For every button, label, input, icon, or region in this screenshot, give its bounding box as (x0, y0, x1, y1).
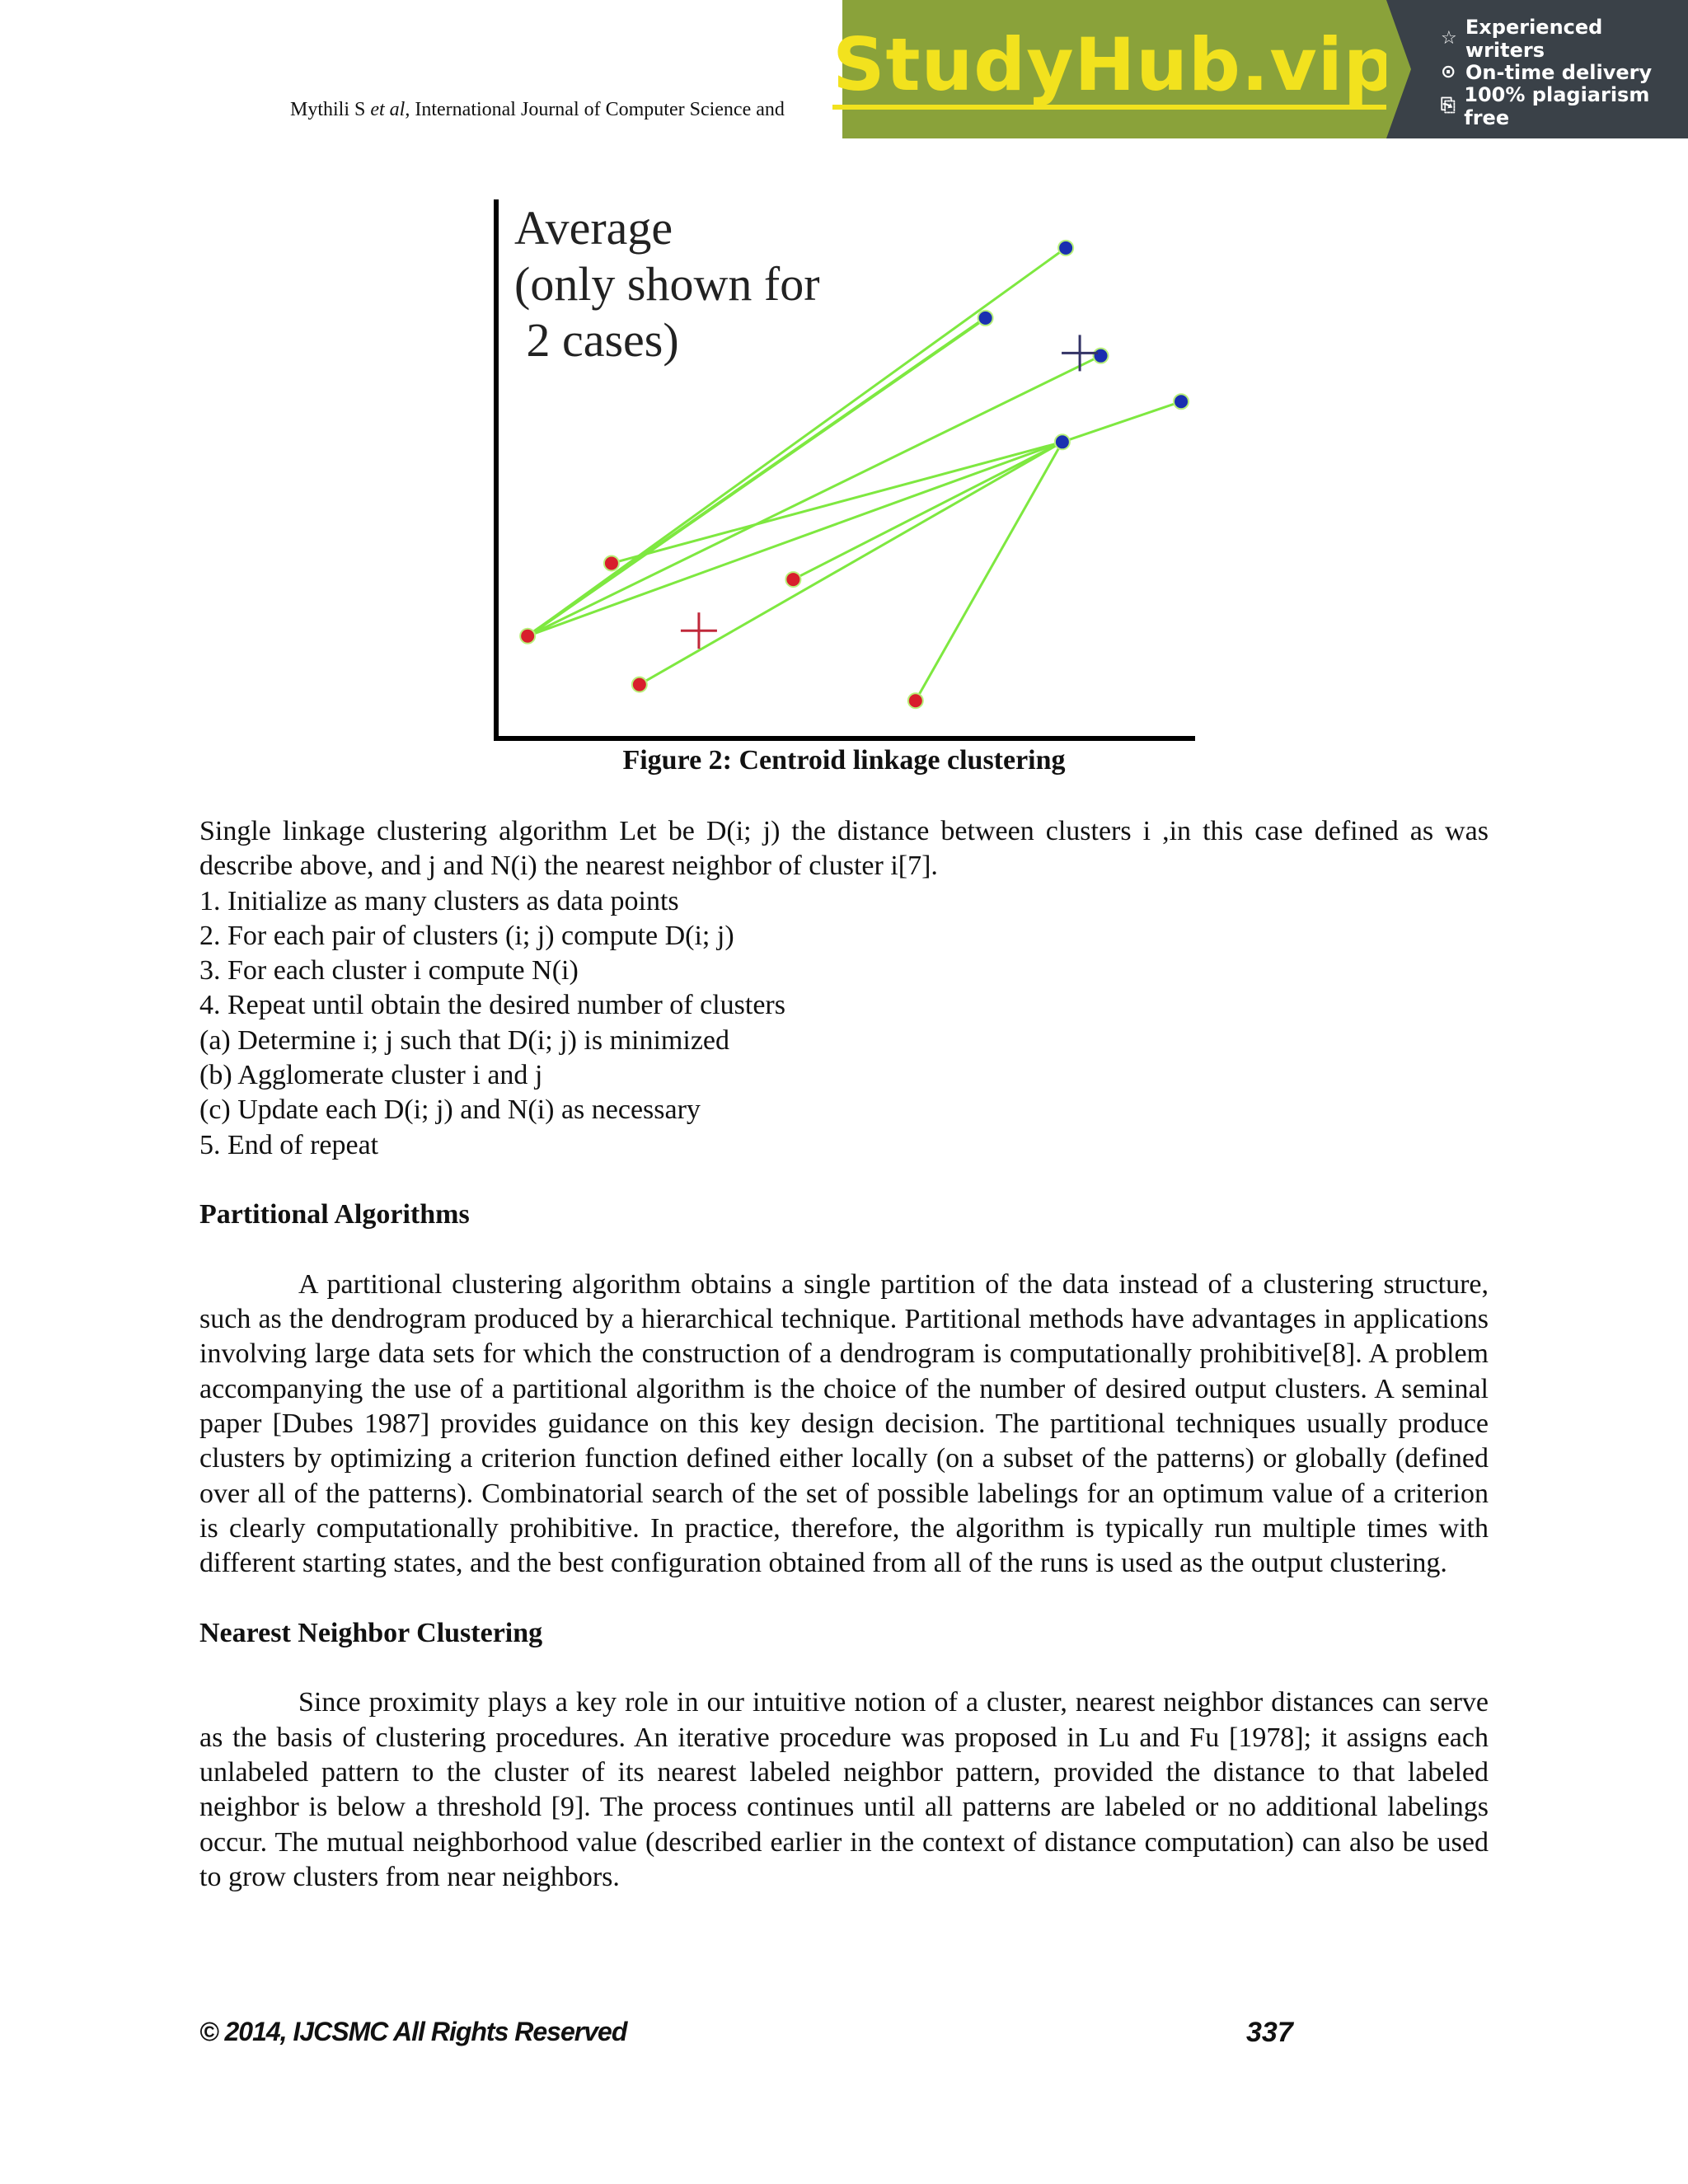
linkage-line (528, 442, 1062, 635)
algorithm-step: 1. Initialize as many clusters as data points (199, 885, 679, 916)
algorithm-step: 5. End of repeat (199, 1129, 379, 1160)
footer-page-number: 337 (1246, 2017, 1293, 2048)
banner-perks (1386, 0, 1688, 138)
section-heading-nearest-neighbor: Nearest Neighbor Clustering (199, 1617, 543, 1648)
data-point (632, 677, 647, 692)
centroid-marker (1062, 335, 1098, 371)
header-journal: , International Journal of Computer Science and (405, 99, 785, 120)
partitional-paragraph: A partitional clustering algorithm obtains a single partition of the data instead of a clustering structure, such as the dendrogram produced by a hierarchical technique. Partitional methods have advantages in applications involving large data sets for which the construction of a dendrogram is computationally prohibitive[8]. A problem accompanying the use of a partitional algorithm is the choice of the number of desired output clusters. A seminal paper [Dubes 1987] provides guidance on this key design decision. The partitional techniques usually produce clusters by optimizing a criterion function defined either locally (on a subset of the patterns) or globally (defined over all of the patterns). Combinatorial search of the set of possible labelings for an optimum value of a criterion is clearly computationally prohibitive. In practice, therefore, the algorithm is typically run multiple times with different starting states, and the best configuration obtained from all of the runs is used as the output clustering. (199, 1268, 1489, 1579)
perk-label: On-time delivery (1465, 60, 1653, 84)
footer-copyright: © 2014, IJCSMC All Rights Reserved (199, 2017, 627, 2046)
data-point (604, 555, 619, 570)
star-icon: ☆ (1441, 28, 1457, 49)
banner-perk (1441, 15, 1688, 62)
data-point (1094, 349, 1109, 363)
clock-icon: ⊙ (1441, 62, 1456, 82)
banner-brand[interactable] (832, 0, 1396, 138)
algorithm-step: (c) Update each D(i; j) and N(i) as necessary (199, 1094, 701, 1126)
algorithm-step: (b) Agglomerate cluster i and j (199, 1060, 543, 1091)
algorithm-step: (a) Determine i; j such that D(i; j) is minimized (199, 1024, 729, 1056)
chart-title-line-1: Average (514, 201, 673, 255)
data-point (785, 572, 800, 587)
linkage-line (1062, 401, 1181, 442)
algorithm-step: 3. For each cluster i compute N(i) (199, 955, 579, 987)
linkage-line (612, 442, 1062, 563)
shield-icon: ⎘ (1441, 96, 1456, 116)
perk-label: 100% plagiarism free (1464, 82, 1650, 129)
chart-title-line-2: (only shown for (514, 257, 820, 311)
data-point (908, 693, 923, 708)
data-point (978, 311, 993, 326)
banner-brand-text: StudyHub.vip (832, 29, 1396, 110)
header-et-al: et al (370, 99, 406, 120)
algorithm-step: 2. For each pair of clusters (i; j) compute D(i; j) (199, 920, 734, 951)
data-point (1174, 394, 1189, 409)
banner-perk (1441, 82, 1688, 129)
perk-label: Experienced writers (1465, 15, 1603, 62)
data-point (520, 629, 535, 644)
figure-centroid-linkage (478, 188, 1203, 748)
algorithm-step: 4. Repeat until obtain the desired number of clusters (199, 990, 785, 1021)
header-author: Mythili S (290, 99, 366, 120)
running-header (290, 99, 785, 121)
linkage-line (528, 356, 1100, 636)
article-body (199, 814, 1489, 1895)
chart-title-line-3: 2 cases) (514, 313, 679, 367)
section-heading-partitional: Partitional Algorithms (199, 1199, 470, 1230)
chart-svg (478, 188, 1203, 748)
figure-caption: Figure 2: Centroid linkage clustering (622, 745, 1066, 776)
ad-banner[interactable] (832, 0, 1688, 138)
data-point (1058, 241, 1073, 255)
nearest-neighbor-paragraph: Since proximity plays a key role in our intuitive notion of a cluster, nearest neighbor distances can serve as the basis of clustering procedures. An iterative procedure was proposed in Lu and Fu [1978]; it assigns each unlabeled pattern to the cluster of its nearest labeled neighbor pattern, provided the distance to that labeled neighbor is below a threshold [9]. The process continues until all patterns are labeled or no additional labelings occur. The mutual neighborhood value (described earlier in the context of distance computation) can also be used to grow clusters from near neighbors. (199, 1687, 1489, 1892)
data-point (1055, 434, 1070, 449)
intro-paragraph: Single linkage clustering algorithm Let be D(i; j) the distance between clusters i ,in this case defined as was describe above, and j and N(i) the nearest neighbor of cluster i[7]. (199, 816, 1489, 882)
